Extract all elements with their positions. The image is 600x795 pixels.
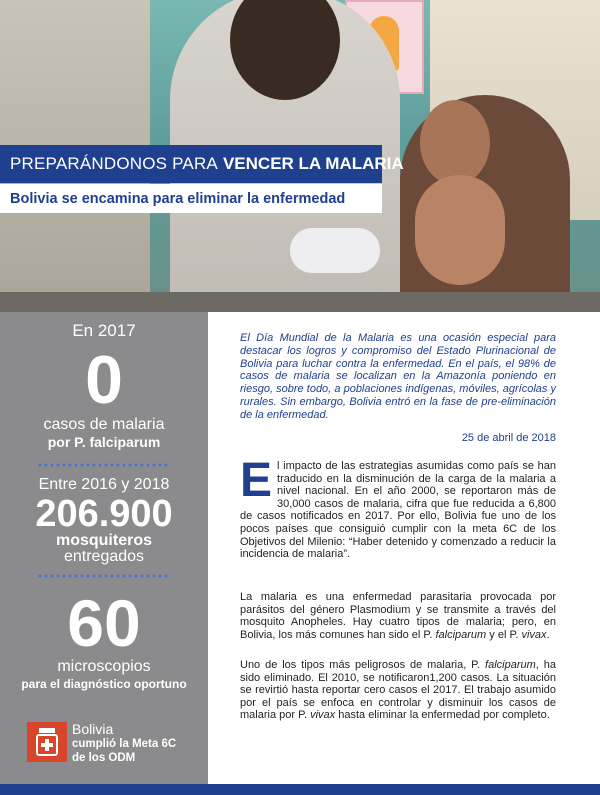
species-falciparum: falciparum (435, 628, 487, 641)
stat-year-label: En 2017 (72, 321, 136, 340)
drop-cap: E (240, 454, 273, 507)
bolivia-line2: de los ODM (72, 752, 136, 764)
stat-micro-line1: microscopios (57, 658, 151, 675)
photo-mother-face (420, 100, 490, 185)
stat-cases-line1: casos de malaria (43, 416, 165, 433)
stat-cases-number: 0 (85, 342, 123, 418)
paragraph-3-text: hasta eliminar la enfermedad por completo. (335, 709, 550, 722)
stat-nets-line2: entregados (63, 548, 145, 565)
article-paragraph-3 (240, 659, 556, 722)
paragraph-2-text: La malaria es una enfermedad parasitaria provocada por parásitos del género Plasmodium y se transmite a través del mosquito Anopheles. Hay cuatro tipos de malaria; pero, en Bolivia, los más comunes han sido el P. (240, 591, 556, 641)
species-vivax: vivax (521, 628, 547, 641)
photo-child (415, 175, 505, 285)
bolivia-goal (72, 721, 176, 765)
bolivia-line1: cumplió la Meta 6C (72, 738, 177, 750)
stat-nets-line1: mosquiteros (55, 532, 152, 549)
stat-nets-number: 206.900 (35, 493, 173, 535)
article-paragraph-1 (240, 454, 556, 561)
photo-floor (0, 292, 600, 312)
stats-panel (0, 312, 208, 784)
photo-gloved-hands (290, 228, 380, 273)
paragraph-1-text: l impacto de las estrategias asumidas como país se han traducido en la disminución de la carga de la malaria a nivel nacional. En el año 2000, se reportaron más de 30,000 casos de malaria, cifra que fue reducida a 6,800 de casos notificados en 2017. Por ello, Bolivia fue uno de los pocos países que consiguió cumplir con la meta 6C de los Objetivos del Milenio: “Haber detenido y comenzado a reducir la incidencia de malaria”. (240, 460, 556, 561)
stat-period-label: Entre 2016 y 2018 (38, 476, 170, 493)
paragraph-2-text: . (546, 628, 550, 641)
dotted-divider (37, 574, 171, 578)
stat-cases-line2: por P. falciparum (47, 434, 161, 450)
subtitle: Bolivia se encamina para eliminar la enfermedad (10, 190, 346, 207)
medicine-jar-icon (27, 722, 67, 762)
article-paragraph-2 (240, 591, 556, 641)
stat-micro-number: 60 (67, 586, 141, 660)
title-bold: VENCER LA MALARIA (222, 154, 404, 173)
species-vivax: vivax (310, 709, 336, 722)
footer-bar (0, 784, 600, 795)
species-falciparum: falciparum (485, 659, 536, 671)
title-light: PREPARÁNDONOS PARA (10, 154, 218, 173)
article-date: 25 de abril de 2018 (461, 432, 556, 444)
dotted-divider (37, 463, 171, 467)
paragraph-2-text: y el P. (486, 628, 522, 641)
paragraph-3-text: Uno de los tipos más peligrosos de malaria, P. (240, 659, 486, 671)
title-banner (0, 145, 404, 183)
stat-micro-line2: para el diagnóstico oportuno (21, 677, 187, 691)
bolivia-title: Bolivia (72, 721, 114, 737)
paragraph-3-text: , ha sido eliminado. El 2010, se notificaron1,200 casos. La situación se revirtió hasta reportar cero casos el 2017. El trabajo asumido por el país se enfoca en controlar y disminuir los casos de malaria por P. (240, 659, 556, 722)
subtitle-banner (0, 184, 382, 213)
article-intro: El Día Mundial de la Malaria es una ocasión especial para destacar los logros y compromiso del Estado Plurinacional de Bolivia para luchar contra la enfermedad. En el país, el 98% de casos de malaria se localizan en la Amazonía poniendo en riesgo, sobre todo, a poblaciones indígenas, móviles, agrícolas y rurales. Sin embargo, Bolivia entró en la fase de pre-eliminación de la enfermedad. (240, 332, 556, 421)
